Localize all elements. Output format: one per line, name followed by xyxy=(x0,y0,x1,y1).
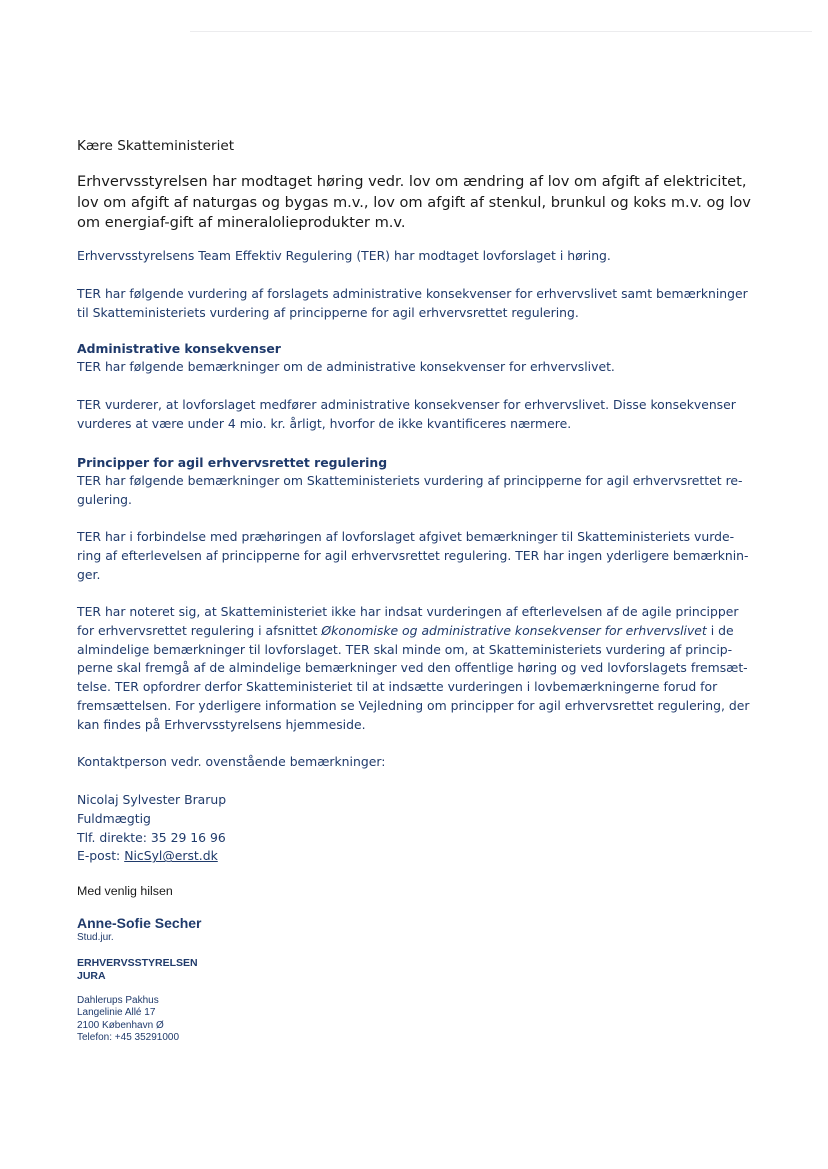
paragraph-prehearing xyxy=(77,528,757,584)
heading-text: Principper for agil erhvervsrettet regulering xyxy=(77,455,388,470)
signature-organization xyxy=(77,957,198,982)
paragraph-text-part: i de almindelige bemærkninger til lovforslaget. TER skal minde om, at Skatteministeriets vurdering af princip-perne skal fremgå af de almindelige bemærkninger ved den offentlige høring og ved lovforslagets fremsæt-telse. TER opfordrer derfor Skatteministeriet til at indsætte vurderingen i lovbemærkningerne forud for fremsættelsen. For yderligere information se Vejledning om principper for agil erhvervsrettet regulering, der kan findes på Erhvervsstyrelsens hjemmeside. xyxy=(77,622,750,732)
heading-text: Administrative konsekvenser xyxy=(77,341,281,356)
greeting-text: Kære Skatteministeriet xyxy=(77,138,235,154)
scan-artifact-line xyxy=(190,31,812,32)
address-line: Dahlerups Pakhus xyxy=(77,995,159,1006)
paragraph-text xyxy=(77,603,757,735)
section-heading-principles xyxy=(77,454,757,473)
paragraph-intro xyxy=(77,247,757,266)
paragraph-text: Erhvervsstyrelsens Team Effektiv Regulering (TER) har modtaget lovforslaget i høring. xyxy=(77,248,611,263)
contact-name: Nicolaj Sylvester Brarup xyxy=(77,792,227,807)
closing-text: Med venlig hilsen xyxy=(77,884,173,898)
paragraph-admin-assessment xyxy=(77,396,757,434)
signature-name: Anne-Sofie Secher xyxy=(77,915,202,931)
contact-title: Fuldmægtig xyxy=(77,810,151,826)
email-link[interactable]: NicSyl@erst.dk xyxy=(124,848,218,864)
contact-phone: Tlf. direkte: 35 29 16 96 xyxy=(77,829,226,845)
contact-intro-text: Kontaktperson vedr. ovenstående bemærkninger: xyxy=(77,754,386,769)
address-line: Langelinie Allé 17 xyxy=(77,1007,156,1019)
contact-intro xyxy=(77,753,757,772)
paragraph-text: TER har følgende bemærkninger om Skatteministeriets vurdering af principperne for agil erhvervsrettet re-gulering. xyxy=(77,473,743,507)
organization-name: ERHVERVSSTYRELSEN xyxy=(77,957,198,969)
paragraph-text-part: TER har noteret sig, at Skatteministeriet ikke har indsat vurderingen af efterlevelsen af de agile principper for erhvervsrettet regulering i afsnittet xyxy=(77,604,739,638)
letter-subject xyxy=(77,172,757,234)
address-phone: Telefon: +45 35291000 xyxy=(77,1031,180,1043)
section-heading-administrative xyxy=(77,340,757,359)
organization-unit: JURA xyxy=(77,969,106,982)
paragraph-assessment xyxy=(77,285,757,323)
letter-closing xyxy=(77,882,757,901)
paragraph-admin-remarks xyxy=(77,358,757,377)
paragraph-text: TER har følgende bemærkninger om de administrative konsekvenser for erhvervslivet. xyxy=(77,359,615,374)
contact-email-line xyxy=(77,847,757,866)
subject-text: Erhvervsstyrelsen har modtaget høring vedr. lov om ændring af lov om afgift af elektricitet, lov om afgift af naturgas og bygas m.v., lov om afgift af stenkul, brunkul og koks m.v. og lov om energiaf-gift af mineralolieprodukter m.v. xyxy=(77,173,751,232)
paragraph-reminder xyxy=(77,603,757,735)
letter-greeting xyxy=(77,137,757,156)
signature-title: Stud.jur. xyxy=(77,932,114,943)
email-label: E-post: xyxy=(77,848,125,864)
paragraph-principles-remarks xyxy=(77,472,757,510)
address-line: 2100 København Ø xyxy=(77,1019,164,1031)
paragraph-text: TER har i forbindelse med præhøringen af lovforslaget afgivet bemærkninger til Skatteministeriets vurde-ring af efterlevelsen af principperne for agil erhvervsrettet regulering. TER har ingen yderligere bemærknin-ger. xyxy=(77,529,749,582)
section-reference: Økonomiske og administrative konsekvenser for erhvervslivet xyxy=(321,622,707,638)
paragraph-text: TER vurderer, at lovforslaget medfører administrative konsekvenser for erhvervslivet. Disse konsekvenser vurderes at være under 4 mio. kr. årligt, hvorfor de ikke kvantificeres nærmere. xyxy=(77,397,736,431)
signature-address xyxy=(77,995,179,1044)
contact-block xyxy=(77,791,757,866)
paragraph-text: TER har følgende vurdering af forslagets administrative konsekvenser for erhvervslivet samt bemærkninger til Skatteministeriets vurdering af principperne for agil erhvervsrettet regulering. xyxy=(77,286,748,320)
